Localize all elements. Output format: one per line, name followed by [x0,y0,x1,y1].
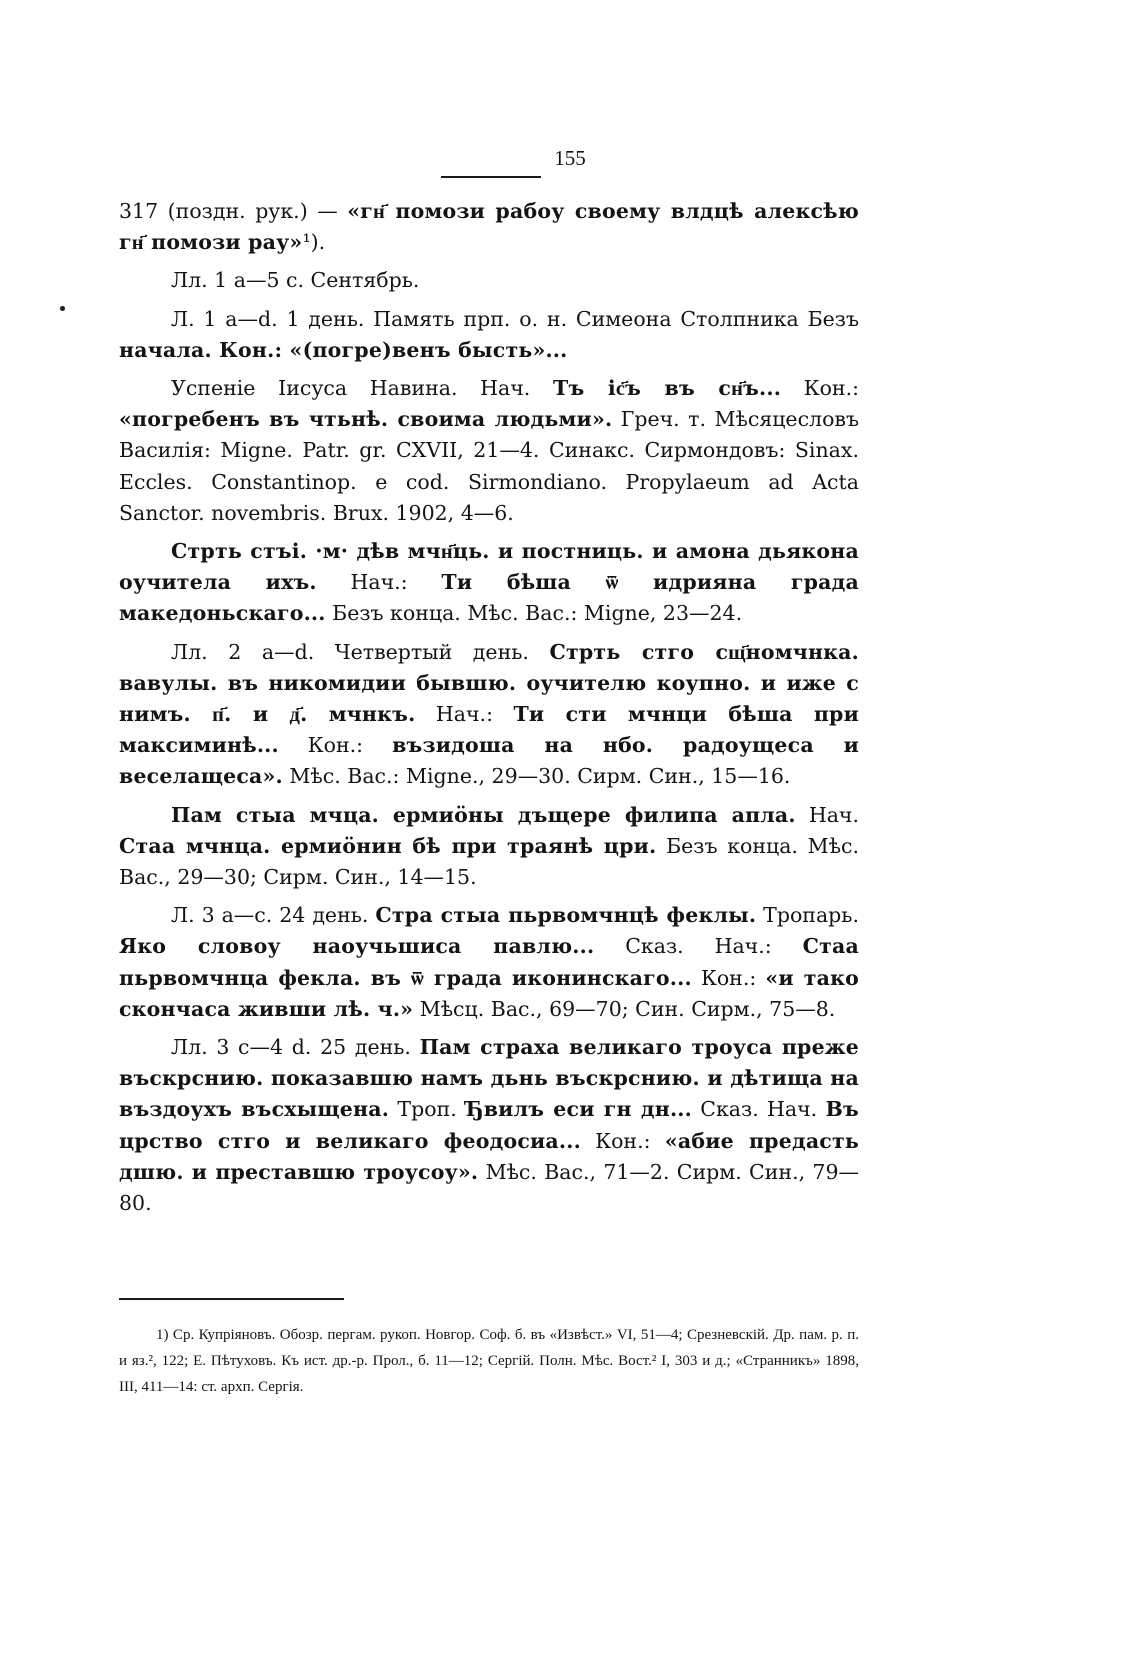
margin-dot [60,306,65,311]
paragraph-text: Нач. [795,802,859,827]
church-slavonic-text: Въ црство стго и великаго феодосиа... [119,1097,859,1153]
church-slavonic-text: «абие предасть дшю. и преставшю троусоу». [119,1128,859,1184]
church-slavonic-text: възидоша на нбо. радоущеса и веселащеса». [119,733,860,789]
paragraph [119,304,859,366]
church-slavonic-text: Стрть стъі. ·м· дѣв мчн҃ць. и постниць. и амона дьякона оучитела ихъ. [119,539,859,595]
paragraph-text: Успеніе Іисуса Навина. Нач. [171,376,553,401]
paragraph [119,196,859,258]
paragraph-text: Сказ. Нач.: [594,934,803,959]
footnotes [119,1322,859,1400]
paragraph-text: 317 (поздн. рук.) — [119,199,348,223]
church-slavonic-text: «и тако скончаса живши лѣ. ч.» [119,965,859,1021]
church-slavonic-text: Стаа мчнца. ермиöнин бѣ при траянѣ цри. [119,833,657,858]
church-slavonic-text: Ти сти мчнци бѣша при максиминѣ... [119,702,859,758]
paragraph [119,373,859,529]
page-number-rule [441,176,541,178]
footnote: 1) Ср. Купріяновъ. Обозр. пергам. рукоп. Новгор. Соф. б. въ «Извѣст.» VI, 51—4; Срезневскій. Др. пам. р. п. и яз.², 122; Е. Пѣтуховъ. Къ ист. др.-р. Прол., б. 11—12; Сергій. Полн. Мѣс. Вост.² I, 303 и д.; «Странникъ» 1898, III, 411—14: ст. архп. Сергія. [119,1327,859,1395]
church-slavonic-text: Тъ іс҃ъ въ сн҃ъ... [552,376,782,401]
church-slavonic-text: «погребенъ въ чтьнѣ. своима людьми». [119,407,613,432]
church-slavonic-text: Стаа пьрвомчнца фекла. въ ѿ града иконинскаго... [119,934,859,990]
church-slavonic-text: Стрть стго сщ҃номчнка. вавулы. въ никомидии бывшю. оучителю коупно. и иже с нимъ. п҃. и д҃. мчнкъ. [119,639,859,727]
paragraph-text: Тропарь. [756,903,859,928]
paragraph-text: Лл. 1 а—5 с. Сентябрь. [171,268,420,293]
church-slavonic-text: начала. Кон.: «(погре)венъ бысть»... [119,337,568,362]
paragraph-text: Кон.: [691,965,766,990]
church-slavonic-text: Стра стыа пьрвомчнцѣ феклы. [375,903,757,928]
church-slavonic-text: Пам стыа мчца. ермиöны дъщере филипа апла. [171,802,796,827]
paragraph-text: Безъ конца. Мѣс. Вас.: Migne, 23—24. [325,601,743,626]
paragraph-text: Троп. [389,1097,466,1122]
paragraph-text: Нач.: [415,702,514,727]
church-slavonic-text: Ти бѣша ѿ идрияна града македоньскаго... [119,570,860,626]
paragraph-text: Л. 1 а—d. 1 день. Память прп. о. н. Симеона Столпника Безъ [171,306,859,331]
footnote-rule [119,1298,344,1300]
page-number: 155 [554,146,586,170]
paragraph [119,800,859,894]
paragraph-text: Греч. т. Мѣсяцесловъ Василія: Migne. Patr. gr. CXVII, 21—4. Синакс. Сирмондовъ: Sinax. Eccles. Constantinop. e cod. Sirmondiano. Propylaeum ad Acta Sanctor. novembris. Brux. 1902, 4—6. [119,407,859,525]
paragraph-text: Кон.: [781,376,860,401]
church-slavonic-text: «гн҃ помози рабоу своему влдцѣ алексѣю гн҃ помози рау» [119,199,859,255]
paragraph-text: Безъ конца. Мѣс. Вас., 29—30; Сирм. Син., 14—15. [119,833,859,890]
paragraph-text: ¹). [302,230,326,255]
church-slavonic-text: Яко словоу наоучьшиса павлю... [119,934,595,959]
paragraph-text: Кон.: [278,733,393,758]
church-slavonic-text: Пам страха великаго троуса преже въскрснию. показавшю намъ дьнь въскрснию. и дѣтища на въздоухъ въсхыщена. [119,1035,859,1122]
paragraph-text: Кон.: [580,1128,665,1153]
paragraph [119,265,859,296]
paragraph [119,1032,859,1219]
paragraph-text: Лл. 2 а—d. Четвертый день. [171,639,550,664]
paragraph-text: Лл. 3 с—4 d. 25 день. [171,1035,420,1060]
paragraph-text: Сказ. Нач. [691,1097,826,1122]
body-text [119,196,859,1226]
paragraph-text: Нач.: [316,570,442,595]
paragraph [119,900,859,1025]
paragraph [119,637,859,793]
paragraph-text: Мѣс. Вас., 71—2. Сирм. Син., 79—80. [119,1159,859,1216]
paragraph-text: Мѣс. Вас.: Migne., 29—30. Сирм. Син., 15—16. [282,764,791,789]
paragraph [119,536,859,630]
paragraph-text: Л. 3 а—с. 24 день. [171,903,376,928]
paragraph-text: Мѣсц. Вас., 69—70; Син. Сирм., 75—8. [413,996,836,1021]
church-slavonic-text: Ђвилъ еси гн дн... [465,1097,692,1122]
